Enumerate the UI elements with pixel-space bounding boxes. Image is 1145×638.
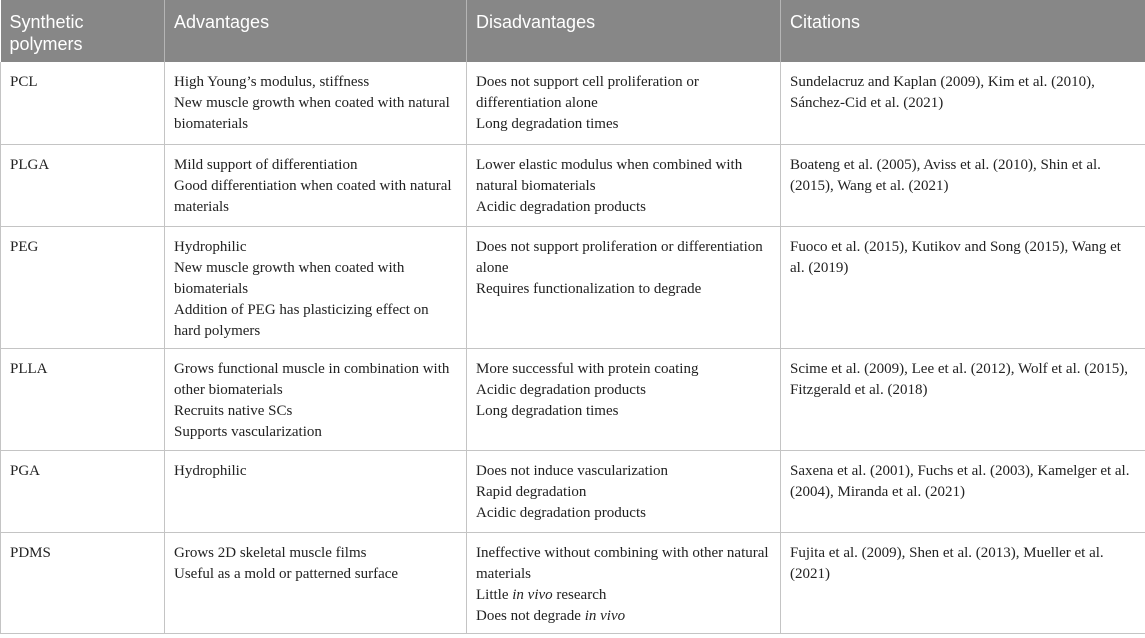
disadvantage-item: Long degradation times — [476, 402, 619, 419]
advantage-item: Hydrophilic — [174, 238, 247, 255]
citations-cell: Scime et al. (2009), Lee et al. (2012), Wolf et al. (2015), Fitzgerald et al. (2018) — [781, 348, 1145, 450]
disadvantage-item: Little in vivo research — [476, 586, 607, 603]
citations-cell: Saxena et al. (2001), Fuchs et al. (2003), Kamelger et al. (2004), Miranda et al. (2021) — [781, 450, 1145, 532]
polymer-cell: PCL — [1, 62, 165, 144]
disadvantages-cell — [467, 348, 781, 450]
disadvantages-cell — [467, 450, 781, 532]
advantages-cell — [165, 62, 467, 144]
header-advantages: Advantages — [165, 0, 467, 62]
polymer-cell: PLLA — [1, 348, 165, 450]
advantage-item: Supports vascularization — [174, 423, 322, 440]
polymer-cell: PGA — [1, 450, 165, 532]
advantage-item: Grows functional muscle in combination with other biomaterials — [174, 360, 450, 398]
header-row — [1, 0, 1145, 62]
disadvantage-item: Does not support proliferation or differentiation alone — [476, 238, 763, 276]
disadvantage-item: Requires functionalization to degrade — [476, 280, 702, 297]
advantage-item: Grows 2D skeletal muscle films — [174, 544, 367, 561]
advantage-item: New muscle growth when coated with natural biomaterials — [174, 95, 450, 132]
polymer-cell: PDMS — [1, 532, 165, 633]
disadvantages-cell — [467, 144, 781, 226]
polymer-cell: PEG — [1, 226, 165, 348]
table-row — [1, 144, 1145, 226]
citations-cell: Fuoco et al. (2015), Kutikov and Song (2015), Wang et al. (2019) — [781, 226, 1145, 348]
advantage-item: High Young’s modulus, stiffness — [174, 74, 370, 90]
citations-cell: Sundelacruz and Kaplan (2009), Kim et al. (2010), Sánchez-Cid et al. (2021) — [781, 62, 1145, 144]
disadvantage-item: Long degradation times — [476, 116, 619, 132]
advantage-item: Good differentiation when coated with natural materials — [174, 177, 452, 215]
citations-cell: Boateng et al. (2005), Aviss et al. (2010), Shin et al. (2015), Wang et al. (2021) — [781, 144, 1145, 226]
advantages-cell — [165, 144, 467, 226]
disadvantage-item: Rapid degradation — [476, 483, 587, 500]
header-disadvantages: Disadvantages — [467, 0, 781, 62]
table-row — [1, 226, 1145, 348]
advantage-item: New muscle growth when coated with biomaterials — [174, 259, 405, 297]
advantage-item: Useful as a mold or patterned surface — [174, 565, 399, 582]
advantage-item: Mild support of differentiation — [174, 156, 358, 173]
disadvantages-cell — [467, 226, 781, 348]
disadvantage-item: Does not support cell proliferation or differentiation alone — [476, 74, 699, 111]
advantages-cell — [165, 226, 467, 348]
table-row — [1, 450, 1145, 532]
disadvantages-cell — [467, 62, 781, 144]
advantage-item: Hydrophilic — [174, 462, 247, 479]
advantages-cell — [165, 450, 467, 532]
disadvantage-item: Lower elastic modulus when combined with natural biomaterials — [476, 156, 743, 194]
advantages-cell — [165, 348, 467, 450]
table-row — [1, 532, 1145, 633]
polymer-cell: PLGA — [1, 144, 165, 226]
table-row — [1, 348, 1145, 450]
disadvantage-item: Ineffective without combining with other natural materials — [476, 544, 769, 582]
header-synthetic-polymers: Synthetic polymers — [1, 0, 165, 62]
table-row — [1, 62, 1145, 144]
header-citations: Citations — [781, 0, 1145, 62]
advantage-item: Recruits native SCs — [174, 402, 293, 419]
disadvantage-item: Acidic degradation products — [476, 381, 646, 398]
disadvantage-item: More successful with protein coating — [476, 360, 699, 377]
disadvantage-item: Acidic degradation products — [476, 198, 646, 215]
citations-cell: Fujita et al. (2009), Shen et al. (2013), Mueller et al. (2021) — [781, 532, 1145, 633]
advantages-cell — [165, 532, 467, 633]
disadvantages-cell — [467, 532, 781, 633]
disadvantage-item: Does not degrade in vivo — [476, 607, 626, 624]
disadvantage-item: Acidic degradation products — [476, 504, 646, 521]
disadvantage-item: Does not induce vascularization — [476, 462, 669, 479]
advantage-item: Addition of PEG has plasticizing effect on hard polymers — [174, 301, 429, 339]
